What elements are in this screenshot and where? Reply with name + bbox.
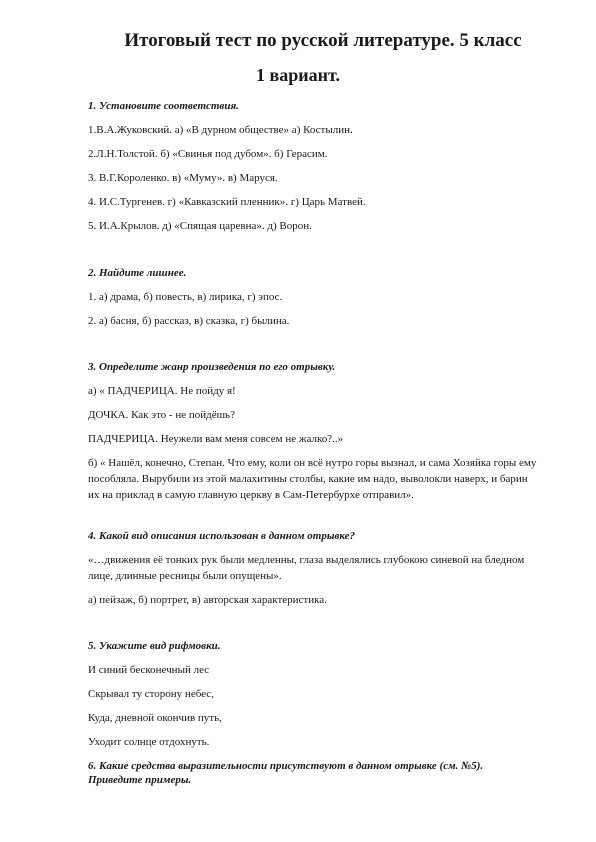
q1-line-5: 5. И.А.Крылов. д) «Спящая царевна». д) Ворон. xyxy=(88,220,312,232)
q3-line-1: а) « ПАДЧЕРИЦА. Не пойду я! xyxy=(88,385,236,397)
q1-line-2: 2.Л.Н.Толстой. б) «Свинья под дубом». б) Герасим. xyxy=(88,148,328,160)
page-title: Итоговый тест по русской литературе. 5 класс xyxy=(124,30,522,51)
q5-line-3: Куда, дневной окончив путь, xyxy=(88,712,222,724)
q1-line-1: 1.В.А.Жуковский. а) «В дурном обществе» а) Костылин. xyxy=(88,124,353,136)
q3-paragraph: б) « Нашёл, конечно, Степан. Что ему, коли он всё нутро горы вызнал, и сама Хозяйка горы ему пособляла. Вырубили из этой малахитины столбы, какие им надо, выволокли наверх, и барин их на приклад в самую главную церкву в Сам-Петербурхе отправил». xyxy=(88,457,537,501)
q5-line-4: Уходит солнце отдохнуть. xyxy=(88,736,210,748)
q3-line-2: ДОЧКА. Как это - не пойдёшь? xyxy=(88,409,235,421)
q2-line-1: 1. а) драма, б) повесть, в) лирика, г) эпос. xyxy=(88,291,283,303)
q4-answer: а) пейзаж, б) портрет, в) авторская характеристика. xyxy=(88,594,327,606)
question-3-heading: 3. Определите жанр произведения по его отрывку. xyxy=(88,361,336,373)
question-2-heading: 2. Найдите лишнее. xyxy=(88,267,187,279)
q1-line-4: 4. И.С.Тургенев. г) «Кавказский пленник». г) Царь Матвей. xyxy=(88,196,366,208)
question-6-heading: 6. Какие средства выразительности присутствуют в данном отрывке (см. №5). Приведите примеры. xyxy=(88,760,484,786)
question-4-heading: 4. Какой вид описания использован в данном отрывке? xyxy=(88,530,355,542)
question-5-heading: 5. Укажите вид рифмовки. xyxy=(88,640,221,652)
variant-label: 1 вариант. xyxy=(256,65,340,85)
q5-line-2: Скрывал ту сторону небес, xyxy=(88,688,214,700)
question-1-heading: 1. Установите соответствия. xyxy=(88,100,239,112)
q2-line-2: 2. а) басня, б) рассказ, в) сказка, г) былина. xyxy=(88,315,290,327)
q5-line-1: И синий бесконечный лес xyxy=(88,664,210,676)
q3-line-3: ПАДЧЕРИЦА. Неужели вам меня совсем не жалко?..» xyxy=(88,433,344,445)
q4-paragraph: «…движения её тонких рук были медленны, глаза выделялись глубокою синевой на бледном лице, длинные ресницы были опущены». xyxy=(88,554,525,582)
q1-line-3: 3. В.Г.Короленко. в) «Муму». в) Маруся. xyxy=(88,172,278,184)
